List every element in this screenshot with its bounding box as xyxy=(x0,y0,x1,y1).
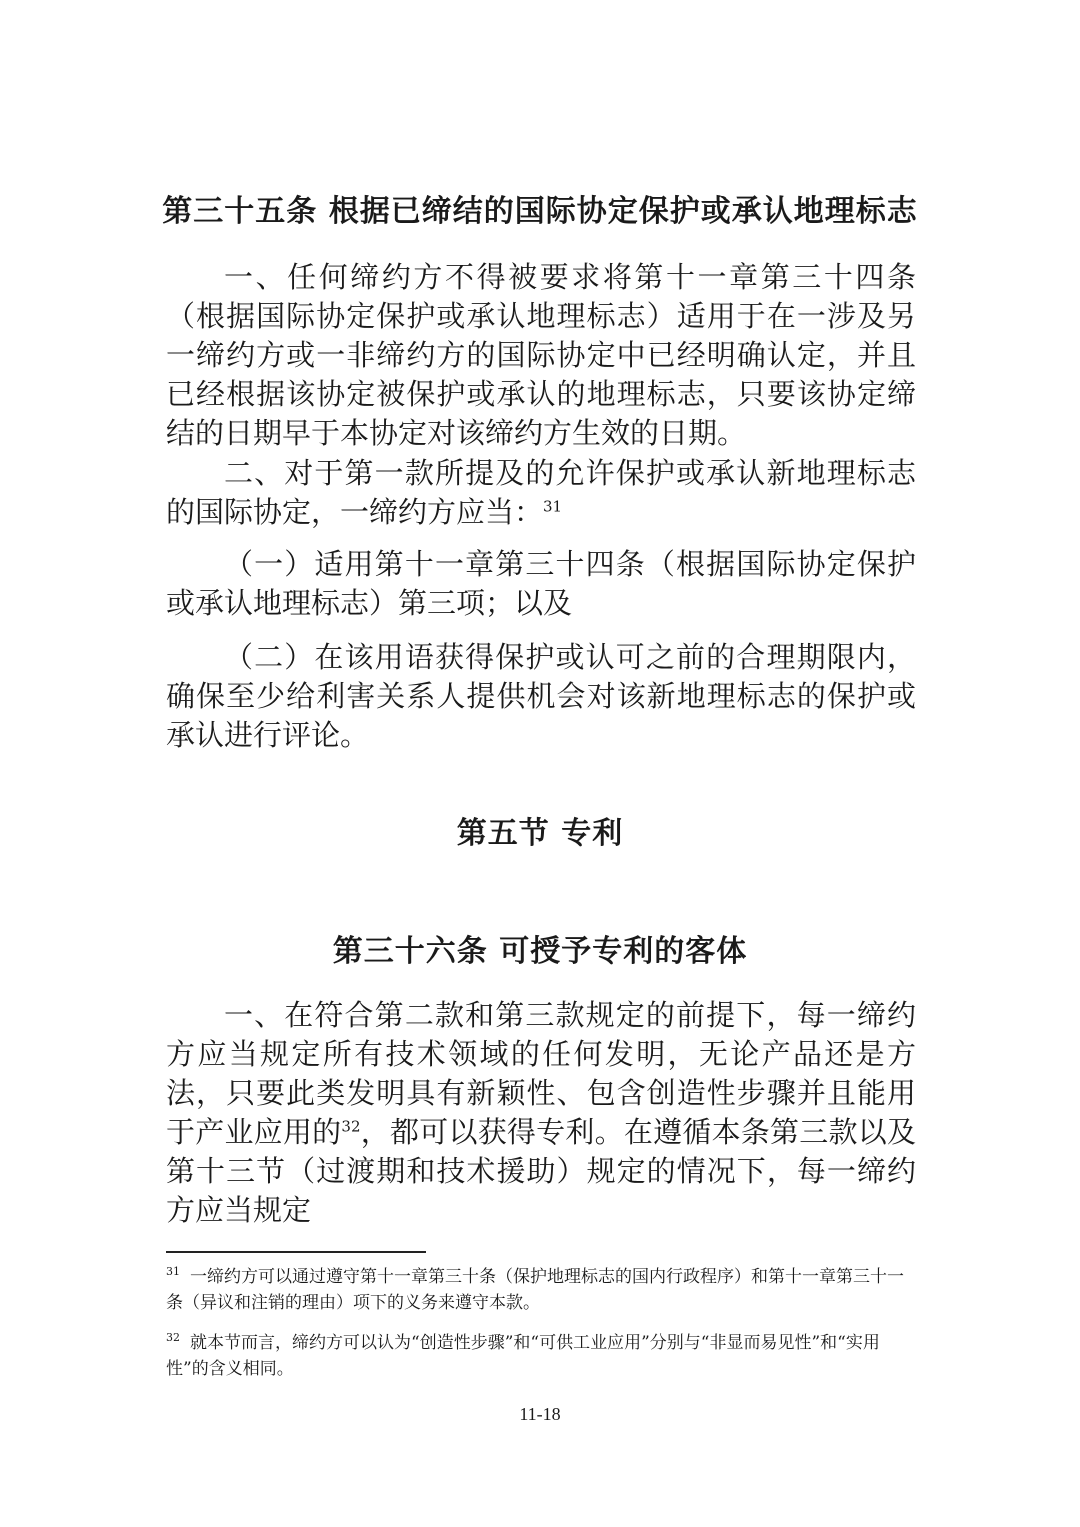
section-5-heading: 第五节 专利 xyxy=(456,816,624,851)
article-35-paragraph-2 xyxy=(166,454,916,532)
article-36-paragraph-1 xyxy=(166,996,916,1230)
article-36-heading: 第三十六条 可授予专利的客体 xyxy=(332,934,748,969)
article-35-item-2: （二）在该用语获得保护或认可之前的合理期限内，确保至少给利害关系人提供机会对该新地理标志的保护或承认进行评论。 xyxy=(166,640,916,752)
footnote-31-mark: 31 xyxy=(166,1265,180,1279)
footnote-31-text: 一缔约方可以通过遵守第十一章第三十条（保护地理标志的国内行政程序）和第十一章第三十一条（异议和注销的理由）项下的义务来遵守本款。 xyxy=(166,1267,904,1313)
page-number: 11-18 xyxy=(519,1404,561,1424)
article-36-paragraph-1-text-a: 一、在符合第二款和第三款规定的前提下，每一缔约方应当规定所有技术领域的任何发明，无论产品还是方法，只要此类发明具有新颖性、包含创造性步骤并且能用于产业应用的 xyxy=(166,998,916,1149)
footnote-divider xyxy=(166,1251,426,1253)
article-35-heading: 第三十五条 根据已缔结的国际协定保护或承认地理标志 xyxy=(162,194,918,229)
footnote-32 xyxy=(166,1330,916,1382)
footnote-32-text: 就本节而言，缔约方可以认为“创造性步骤”和“可供工业应用”分别与“非显而易见性”和“实用性”的含义相同。 xyxy=(166,1333,880,1379)
article-35-item-1: （一）适用第十一章第三十四条（根据国际协定保护或承认地理标志）第三项；以及 xyxy=(166,547,916,620)
footnote-ref-32[interactable]: 32 xyxy=(341,1117,361,1136)
footnote-ref-31[interactable]: 31 xyxy=(543,497,563,516)
article-36-paragraph-1-text-b: ，都可以获得专利。在遵循本条第三款以及第十三节（过渡期和技术援助）规定的情况下，每一缔约方应当规定 xyxy=(166,1115,916,1227)
article-35-paragraph-1: 一、任何缔约方不得被要求将第十一章第三十四条（根据国际协定保护或承认地理标志）适用于在一涉及另一缔约方或一非缔约方的国际协定中已经明确认定，并且已经根据该协定被保护或承认的地理标志，只要该协定缔结的日期早于本协定对该缔约方生效的日期。 xyxy=(166,260,916,450)
footnote-32-mark: 32 xyxy=(166,1331,180,1345)
footnote-31 xyxy=(166,1264,916,1316)
article-35-paragraph-2-text: 二、对于第一款所提及的允许保护或承认新地理标志的国际协定，一缔约方应当： xyxy=(166,456,916,529)
